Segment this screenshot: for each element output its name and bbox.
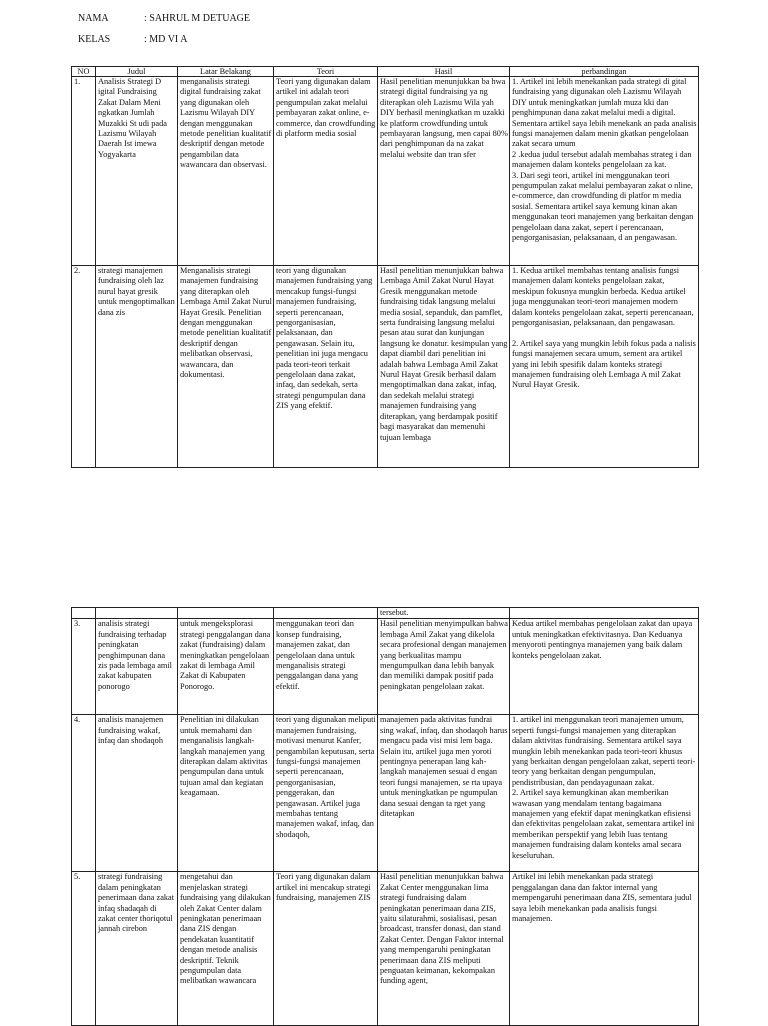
cell-latar-belakang: untuk mengeksplorasi strategi penggalangan dana zakat (fundraising) dalam meningkatkan pengelolaan zakat di lembaga Amil Zakat di Kabupaten Ponorogo. [178, 619, 274, 715]
cell-perbandingan: 1. artikel ini menggunakan teori manajemen umum, seperti fungsi-fungsi manajemen yang diterapkan dalam aktivitas fundraising. Sementara artikel saya mungkin lebih menekankan pada teori-teori khusus yang berkaitan dengan pengelolaan zakat, seperti teori-teory yang berkaitan dengan pengumpulan, pendistribusian, dan pendayagunaan zakat. 2. Artikel saya kemungkinan akan memberikan wawasan yang mendalam tentang bagaimana manajemen yang efektif dapat meningkatkan efisiensi dan efektivitas pengelolaan zakat, sementara artikel ini memberikan perspektif yang lebih luas tentang manajemen fundraising dalam konteks amal secara keseluruhan. [510, 715, 699, 872]
name-value: : SAHRUL M DETUAGE [144, 13, 251, 24]
table-header-row [72, 67, 699, 77]
cell-teori: teori yang digunakan meliputi manajemen fundraising, motivasi menurut Kanfer, pengambilan keputusan, serta fungsi-fungsi manajemen seperti perencanaan, pengorganisasian, penggerakan, dan pengawasan. Artikel juga membahas tentang manajemen wakaf, infaq, dan shodaqoh, [274, 715, 378, 872]
cell-hasil: Hasil penelitian menunjukkan bahwa Lembaga Amil Zakat Nurul Hayat Gresik menggunakan metode fundraising tidak langsung melalui media sosial, sepanduk, dan pamflet, serta fundraising langsung melalui pesan atau surat dan kunjungan langsung ke donatur. kesimpulan yang dapat diambil dari penelitian ini adalah bahwa Lembaga Amil Zakat Nurul Hayat Gresik berhasil dalam mengoptimalkan dana zakat, infaq, dan sedekah melalui strategi manajemen fundraising yang diterapkan, yang berdampak positif bagi masyarakat dan memenuhi tujuan lembaga [378, 266, 510, 468]
class-label: KELAS [78, 34, 111, 45]
column-header-teori: Teori [274, 67, 378, 77]
cell-latar-belakang: mengetahui dan menjelaskan strategi fundraising yang dilakukan oleh Zakat Center dalam peningkatan penerimaan dana ZIS dengan pendekatan kuantitatif dengan metode analisis deskriptif. Teknik pengumpulan data melibatkan wawancara [178, 872, 274, 1026]
column-header-no: NO [72, 67, 96, 77]
table-row [72, 715, 699, 872]
cell-judul: analisis strategi fundraising terhadap peningkatan penghimpunan dana zis pada lembaga amil zakat kabupaten ponorogo [96, 619, 178, 715]
row-number: 1. [72, 77, 96, 266]
cell-judul: strategi manajemen fundraising oleh laz nurul hayat gresik untuk mengoptimalkan dana zis [96, 266, 178, 468]
cell-teori: Teori yang digunakan dalam artikel ini mencakup strategi fundraising, manajemen ZIS [274, 872, 378, 1026]
class-value: : MD VI A [144, 34, 188, 45]
class-line [78, 34, 187, 45]
cell-perbandingan: 1. Kedua artikel membahas tentang analisis fungsi manajemen dalam konteks pengelolaan zakat, meskipun fokusnya mungkin berbeda. Kedua artikel juga menggunakan teori-teori manajemen modern dalam konteks pengelolaan zakat, seperti perencanaan, pengorganisasian, pelaksanaan, dan pengawasan. 2. Artikel saya yang mungkin lebih fokus pada a nalisis fungsi manajemen secara umum, sement ara artikel yang ini lebih spesifik dalam konteks strategi manajemen fundraising oleh Lembaga A mil Zakat Nurul Hayat Gresik. [510, 266, 699, 468]
column-header-latar-belakang: Latar Belakang [178, 67, 274, 77]
cell-latar-belakang: Menganalisis strategi manajemen fundraising yang diterapkan oleh Lembaga Amil Zakat Nurul Hayat Gresik. Penelitian dengan menggunakan metode penelitian kualitatif deskriptif dengan melibatkan observasi, wawancara, dan dokumentasi. [178, 266, 274, 468]
column-header-perbandingan: perbandingan [510, 67, 699, 77]
cell-hasil-continuation: tersebut. [378, 608, 510, 619]
table-row [72, 619, 699, 715]
cell-hasil: Hasil penelitian menunjukkan bahwa Zakat Center menggunakan lima strategi fundraising dalam peningkatan penerimaan dana ZIS, yaitu silaturahmi, sosialisasi, pesan broadcast, transfer donasi, dan stand Zakat Center. Dengan Faktor internal yang mempengaruhi peningkatan penerimaan dana ZIS meliputi penguatan keimanan, kekompakan funding agent, [378, 872, 510, 1026]
column-header-hasil: Hasil [378, 67, 510, 77]
name-line [78, 13, 250, 24]
row-number: 5. [72, 872, 96, 1026]
row-number: 3. [72, 619, 96, 715]
cell-perbandingan: 1. Artikel ini lebih menekankan pada strategi di gital fundraising yang digunakan oleh Lazismu Wilayah DIY untuk meningkatkan jumlah muza kki dan penghimpunan dana zakat melalui medi a digital. Sementara artikel saya lebih menekank an pada analisis fungsi manajemen dalam menin gkatkan pengelolaan zakat secara umum 2 .kedua judul tersebut adalah membahas strateg i dan manajemen dalam konteks pengelolaan za kat. 3. Dari segi teori, artikel ini menggunakan teori pengumpulan zakat melalui pembayaran zakat o nline, e-commerce, dan crowdfunding di platfor m media sosial. Sementara artikel saya kemung kinan akan menggunakan teori manajemen yang berkaitan dengan pengelolaan dana zakat, sepert i perencanaan, pengorganisasian, pelaksanaan, d an pengawasan. [510, 77, 699, 266]
row-number: 4. [72, 715, 96, 872]
table-row [72, 266, 699, 468]
name-label: NAMA [78, 13, 109, 24]
row-number: 2. [72, 266, 96, 468]
cell-teori: menggunakan teori dan konsep fundraising, manajemen zakat, dan pengelolaan dana untuk menganalisis strategi penggalangan dana yang efektif. [274, 619, 378, 715]
cell-perbandingan: Kedua artikel membahas pengelolaan zakat dan upaya untuk meningkatkan efektivitasnya. Dan Keduanya menyoroti pentingnya manajemen yang baik dalam konteks pengelolaan zakat. [510, 619, 699, 715]
comparison-table-page-2 [71, 607, 699, 1026]
column-header-judul: Judul [96, 67, 178, 77]
cell-hasil: manajemen pada aktivitas fundrai sing wakaf, infaq, dan shodaqoh harus mengacu pada visi misi lem baga. Selain itu, artikel juga men yoroti pentingnya penerapan lang kah-langkah manajemen sesuai d engan teori fungsi manajemen, se rta upaya untuk meningkatkan pe ngumpulan dana sesuai dengan ta rget yang ditetapkan [378, 715, 510, 872]
cell-teori: teori yang digunakan manajemen fundraising yang mencakup fungsi-fungsi manajemen fundraising, seperti perencanaan, pengorganisasian, pelaksanaan, dan pengawasan. Selain itu, penelitian ini juga mengacu pada teori-teori terkait pengelolaan dana zakat, infaq, dan sedekah, serta strategi pengumpulan dana ZIS yang efektif. [274, 266, 378, 468]
cell-latar-belakang: Penelitian ini dilakukan untuk memahami dan menganalisis langkah-langkah manajemen yang diterapkan dalam aktivitas pengumpulan dana untuk tujuan amal dan kegiatan keagamaan. [178, 715, 274, 872]
cell-teori: Teori yang digunakan dalam artikel ini adalah teori pengumpulan zakat melalui pembayaran zakat online, e-commerce, dan crowdfunding di platform media sosial [274, 77, 378, 266]
cell-judul: analisis manajemen fundraising wakaf, infaq dan shodaqoh [96, 715, 178, 872]
cell-judul: Analisis Strategi D igital Fundraising Zakat Dalam Meni ngkatkan Jumlah Muzakki St udi pada Lazismu Wilayah Daerah Ist imewa Yogyakarta [96, 77, 178, 266]
cell-hasil: Hasil penelitian menyimpulkan bahwa lembaga Amil Zakat yang dikelola secara profesional dengan manajemen yang berkualitas mampu mengumpulkan dana lebih banyak dan memiliki dampak positif pada peningkatan pengelolaan zakat. [378, 619, 510, 715]
table-row [72, 872, 699, 1026]
comparison-table-page-1 [71, 66, 699, 468]
cell-perbandingan: Artikel ini lebih menekankan pada strategi penggalangan dana dan faktor internal yang mempengaruhi penerimaan dana ZIS, sementara judul saya lebih menekankan pada analisis fungsi manajemen. [510, 872, 699, 1026]
table-row [72, 77, 699, 266]
cell-latar-belakang: menganalisis strategi digital fundraising zakat yang digunakan oleh Lazismu Wilayah DIY dengan menggunakan metode penelitian kualitatif deskriptif dengan metode pengambilan data wawancara dan observasi. [178, 77, 274, 266]
cell-hasil: Hasil penelitian menunjukkan ba hwa strategi digital fundraising ya ng diterapkan oleh Lazismu Wila yah DIY berhasil meningkatkan m uzakki ke platform crowdfunding untuk pembayaran langsung, men capai 80% dari penghimpunan da na zakat melalui website dan tran sfer [378, 77, 510, 266]
cell-judul: strategi fundraising dalam peningkatan penerimaan dana zakat infaq shadaqah di zakat center thoriqotul jannah cirebon [96, 872, 178, 1026]
continuation-row [72, 608, 699, 619]
